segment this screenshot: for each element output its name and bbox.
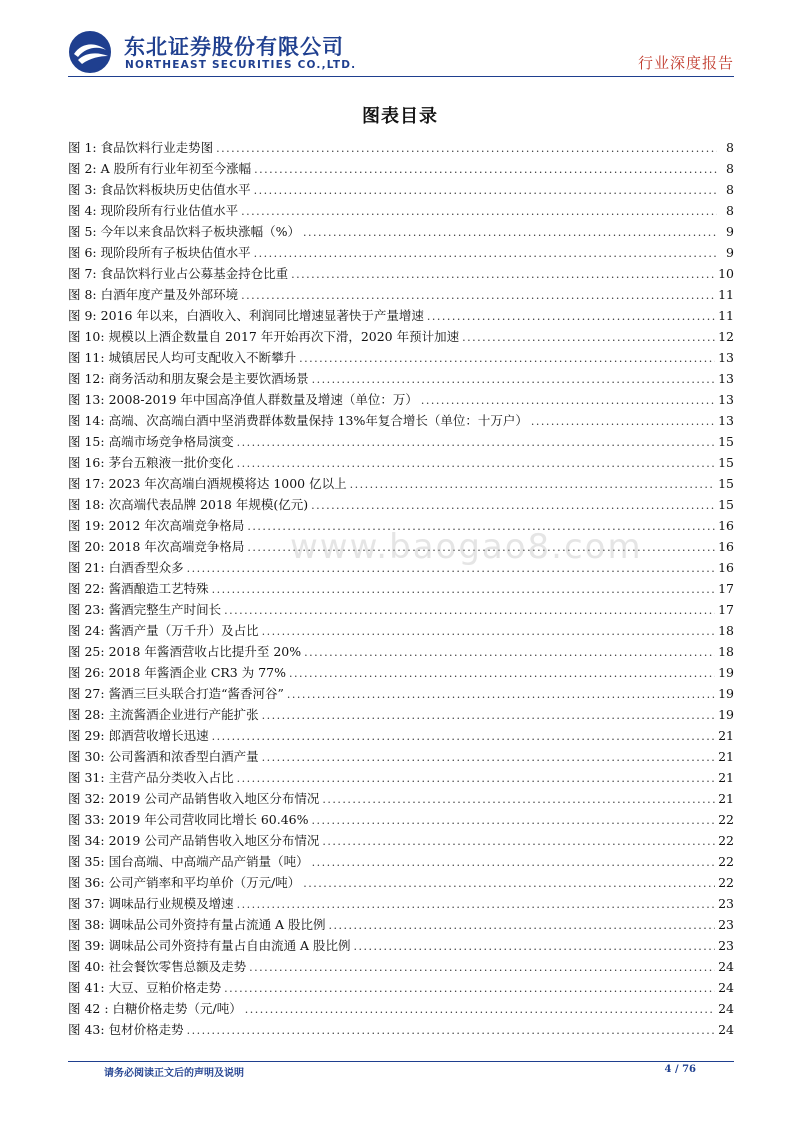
- toc-entry[interactable]: [68, 620, 734, 641]
- toc-entry[interactable]: [68, 872, 734, 893]
- toc-dot-leader: [304, 642, 715, 663]
- toc-dot-leader: [249, 957, 715, 978]
- toc-entry[interactable]: [68, 935, 734, 956]
- toc-entry-page: 9: [726, 224, 734, 239]
- toc-entry[interactable]: [68, 242, 734, 263]
- toc-entry[interactable]: [68, 410, 734, 431]
- footer-disclaimer: 请务必阅读正文后的声明及说明: [104, 1068, 244, 1079]
- toc-entry-page: 8: [726, 140, 734, 155]
- toc-entry-label: 图 22: 酱酒酿造工艺特殊: [68, 581, 209, 596]
- toc-entry-label: 图 33: 2019 年公司营收同比增长 60.46%: [68, 812, 309, 827]
- toc-dot-leader: [421, 390, 715, 411]
- toc-entry-page: 22: [718, 812, 734, 827]
- toc-entry-page: 23: [718, 917, 734, 932]
- toc-entry-page: 21: [718, 749, 734, 764]
- toc-entry-label: 图 9: 2016 年以来，白酒收入、利润同比增速显著快于产量增速: [68, 308, 424, 323]
- toc-entry-label: 图 16: 茅台五粮液一批价变化: [68, 455, 234, 470]
- toc-entry-label: 图 6: 现阶段所有子板块估值水平: [68, 245, 251, 260]
- toc-dot-leader: [241, 285, 715, 306]
- toc-entry-page: 17: [718, 602, 734, 617]
- toc-dot-leader: [254, 159, 717, 180]
- toc-entry-label: 图 37: 调味品行业规模及增速: [68, 896, 234, 911]
- toc-entry[interactable]: [68, 473, 734, 494]
- toc-entry-label: 图 21: 白酒香型众多: [68, 560, 184, 575]
- toc-entry[interactable]: [68, 746, 734, 767]
- toc-entry-label: 图 20: 2018 年次高端竞争格局: [68, 539, 245, 554]
- toc-entry-page: 11: [718, 287, 734, 302]
- toc-entry[interactable]: [68, 389, 734, 410]
- toc-entry[interactable]: [68, 515, 734, 536]
- toc-entry-label: 图 26: 2018 年酱酒企业 CR3 为 77%: [68, 665, 286, 680]
- toc-entry[interactable]: [68, 893, 734, 914]
- toc-entry[interactable]: [68, 662, 734, 683]
- toc-dot-leader: [303, 873, 715, 894]
- toc-entry[interactable]: [68, 704, 734, 725]
- toc-entry-page: 24: [718, 1001, 734, 1016]
- watermark: www.baogao8.com: [290, 527, 643, 567]
- toc-entry[interactable]: [68, 725, 734, 746]
- toc-entry-label: 图 1: 食品饮料行业走势图: [68, 140, 214, 155]
- toc-dot-leader: [289, 663, 715, 684]
- toc-dot-leader: [247, 537, 715, 558]
- toc-entry-page: 22: [718, 833, 734, 848]
- report-type: 行业深度报告: [637, 54, 734, 72]
- toc-entry-page: 15: [718, 434, 734, 449]
- page-title: 图表目录: [362, 106, 438, 127]
- toc-entry[interactable]: [68, 494, 734, 515]
- toc-entry-label: 图 29: 郎酒营收增长迅速: [68, 728, 209, 743]
- toc-entry-page: 19: [718, 686, 734, 701]
- toc-entry[interactable]: [68, 431, 734, 452]
- toc-entry-label: 图 35: 国台高端、中高端产品产销量（吨）: [68, 854, 309, 869]
- toc-dot-leader: [254, 180, 717, 201]
- toc-entry-page: 24: [718, 1022, 734, 1037]
- toc-dot-leader: [329, 915, 716, 936]
- toc-dot-leader: [245, 999, 715, 1020]
- toc-entry-label: 图 15: 高端市场竞争格局演变: [68, 434, 234, 449]
- toc-entry-page: 12: [718, 329, 734, 344]
- toc-entry[interactable]: [68, 200, 734, 221]
- toc-dot-leader: [427, 306, 715, 327]
- toc-dot-leader: [187, 558, 716, 579]
- toc-dot-leader: [322, 831, 715, 852]
- toc-entry-page: 16: [718, 560, 734, 575]
- toc-entry[interactable]: [68, 158, 734, 179]
- header-divider: [68, 76, 734, 77]
- toc-entry-label: 图 36: 公司产销率和平均单价（万元/吨）: [68, 875, 301, 890]
- toc-dot-leader: [303, 222, 717, 243]
- toc-entry-label: 图 14: 高端、次高端白酒中坚消费群体数量保持 13%年复合增长（单位：十万户）: [68, 413, 528, 428]
- toc-dot-leader: [262, 705, 716, 726]
- toc-entry-page: 22: [718, 875, 734, 890]
- toc-entry[interactable]: [68, 578, 734, 599]
- toc-dot-leader: [247, 516, 715, 537]
- toc-dot-leader: [287, 684, 715, 705]
- toc-entry-page: 13: [718, 350, 734, 365]
- toc-dot-leader: [216, 138, 717, 159]
- toc-entry[interactable]: [68, 347, 734, 368]
- toc-entry[interactable]: [68, 284, 734, 305]
- toc-dot-leader: [241, 201, 717, 222]
- toc-dot-leader: [237, 768, 716, 789]
- toc-dot-leader: [322, 789, 715, 810]
- toc-entry-page: 21: [718, 770, 734, 785]
- toc-entry-label: 图 2: A 股所有行业年初至今涨幅: [68, 161, 252, 176]
- toc-entry[interactable]: [68, 179, 734, 200]
- toc-entry-page: 8: [726, 182, 734, 197]
- toc-entry-page: 19: [718, 665, 734, 680]
- toc-entry-label: 图 32: 2019 公司产品销售收入地区分布情况: [68, 791, 320, 806]
- toc-entry-label: 图 34: 2019 公司产品销售收入地区分布情况: [68, 833, 320, 848]
- toc-entry[interactable]: [68, 137, 734, 158]
- toc-dot-leader: [311, 495, 715, 516]
- toc-entry-label: 图 8: 白酒年度产量及外部环境: [68, 287, 239, 302]
- company-name-en: NORTHEAST SECURITIES CO.,LTD.: [125, 59, 357, 71]
- toc-entry-label: 图 31: 主营产品分类收入占比: [68, 770, 234, 785]
- toc-dot-leader: [531, 411, 715, 432]
- toc-entry-label: 图 41: 大豆、豆粕价格走势: [68, 980, 222, 995]
- toc-dot-leader: [262, 747, 716, 768]
- toc-entry[interactable]: [68, 536, 734, 557]
- toc-entry-label: 图 11: 城镇居民人均可支配收入不断攀升: [68, 350, 297, 365]
- toc-dot-leader: [237, 453, 716, 474]
- toc-entry-page: 11: [718, 308, 734, 323]
- toc-entry[interactable]: [68, 851, 734, 872]
- toc-entry[interactable]: [68, 914, 734, 935]
- toc-entry-page: 8: [726, 203, 734, 218]
- toc-entry-page: 18: [718, 623, 734, 638]
- toc-dot-leader: [299, 348, 715, 369]
- toc-entry-page: 23: [718, 938, 734, 953]
- toc-entry-label: 图 7: 食品饮料行业占公募基金持仓比重: [68, 266, 289, 281]
- toc-entry-page: 21: [718, 728, 734, 743]
- toc-entry-page: 15: [718, 476, 734, 491]
- toc-entry[interactable]: [68, 305, 734, 326]
- toc-entry[interactable]: [68, 1019, 734, 1040]
- toc-entry-label: 图 28: 主流酱酒企业进行产能扩张: [68, 707, 259, 722]
- toc-entry-page: 24: [718, 980, 734, 995]
- toc-entry-label: 图 12: 商务活动和朋友聚会是主要饮酒场景: [68, 371, 309, 386]
- toc-entry[interactable]: [68, 809, 734, 830]
- toc-entry-page: 8: [726, 161, 734, 176]
- toc-dot-leader: [350, 474, 715, 495]
- toc-entry-page: 22: [718, 854, 734, 869]
- toc-entry-label: 图 4: 现阶段所有行业估值水平: [68, 203, 239, 218]
- toc-entry-label: 图 10: 规模以上酒企数量自 2017 年开始再次下滑，2020 年预计加速: [68, 329, 460, 344]
- figure-toc-list: [68, 137, 734, 1040]
- toc-entry[interactable]: [68, 599, 734, 620]
- toc-entry-label: 图 19: 2012 年次高端竞争格局: [68, 518, 245, 533]
- toc-entry-label: 图 13: 2008-2019 年中国高净值人群数量及增速（单位：万）: [68, 392, 418, 407]
- toc-dot-leader: [312, 810, 716, 831]
- toc-entry[interactable]: [68, 956, 734, 977]
- toc-dot-leader: [312, 369, 716, 390]
- toc-dot-leader: [224, 600, 715, 621]
- toc-dot-leader: [237, 432, 716, 453]
- toc-entry-page: 18: [718, 644, 734, 659]
- toc-entry-page: 9: [726, 245, 734, 260]
- footer-divider: [68, 1061, 734, 1062]
- toc-entry-label: 图 43: 包材价格走势: [68, 1022, 184, 1037]
- toc-entry[interactable]: [68, 767, 734, 788]
- toc-entry[interactable]: [68, 998, 734, 1019]
- toc-entry-page: 17: [718, 581, 734, 596]
- toc-entry-page: 16: [718, 539, 734, 554]
- toc-entry-page: 13: [718, 371, 734, 386]
- toc-entry-label: 图 23: 酱酒完整生产时间长: [68, 602, 222, 617]
- toc-entry[interactable]: [68, 557, 734, 578]
- toc-entry[interactable]: [68, 641, 734, 662]
- company-name-cn: 东北证券股份有限公司: [124, 35, 344, 59]
- toc-entry[interactable]: [68, 263, 734, 284]
- toc-entry-label: 图 5: 今年以来食品饮料子板块涨幅（%）: [68, 224, 300, 239]
- toc-dot-leader: [354, 936, 716, 957]
- toc-entry[interactable]: [68, 452, 734, 473]
- toc-entry-page: 10: [718, 266, 734, 281]
- toc-entry-label: 图 18: 次高端代表品牌 2018 年规模(亿元): [68, 497, 309, 512]
- toc-entry-page: 21: [718, 791, 734, 806]
- toc-entry-page: 15: [718, 455, 734, 470]
- page-header: [68, 30, 734, 74]
- toc-dot-leader: [312, 852, 716, 873]
- toc-entry-label: 图 30: 公司酱酒和浓香型白酒产量: [68, 749, 259, 764]
- toc-dot-leader: [291, 264, 715, 285]
- toc-entry-label: 图 25: 2018 年酱酒营收占比提升至 20%: [68, 644, 302, 659]
- toc-entry-label: 图 27: 酱酒三巨头联合打造“酱香河谷”: [68, 686, 284, 701]
- toc-entry-page: 24: [718, 959, 734, 974]
- toc-entry-label: 图 3: 食品饮料板块历史估值水平: [68, 182, 251, 197]
- toc-dot-leader: [254, 243, 717, 264]
- company-logo-icon: [68, 30, 116, 74]
- toc-entry[interactable]: [68, 221, 734, 242]
- page-number: 4 / 76: [664, 1064, 696, 1075]
- toc-dot-leader: [224, 978, 715, 999]
- toc-dot-leader: [212, 726, 716, 747]
- toc-entry-page: 13: [718, 413, 734, 428]
- toc-dot-leader: [462, 327, 715, 348]
- toc-entry-page: 15: [718, 497, 734, 512]
- toc-entry-label: 图 42 : 白糖价格走势（元/吨）: [68, 1001, 242, 1016]
- toc-entry-label: 图 17: 2023 年次高端白酒规模将达 1000 亿以上: [68, 476, 347, 491]
- toc-entry[interactable]: [68, 326, 734, 347]
- toc-entry-label: 图 38: 调味品公司外资持有量占流通 A 股比例: [68, 917, 326, 932]
- toc-entry[interactable]: [68, 683, 734, 704]
- toc-entry[interactable]: [68, 830, 734, 851]
- toc-entry[interactable]: [68, 977, 734, 998]
- toc-entry[interactable]: [68, 788, 734, 809]
- toc-entry-page: 16: [718, 518, 734, 533]
- toc-dot-leader: [187, 1020, 716, 1041]
- toc-dot-leader: [262, 621, 716, 642]
- toc-entry-page: 13: [718, 392, 734, 407]
- toc-entry-label: 图 40: 社会餐饮零售总额及走势: [68, 959, 247, 974]
- toc-entry-label: 图 39: 调味品公司外资持有量占自由流通 A 股比例: [68, 938, 351, 953]
- toc-entry-page: 19: [718, 707, 734, 722]
- toc-entry-label: 图 24: 酱酒产量（万千升）及占比: [68, 623, 259, 638]
- toc-dot-leader: [237, 894, 716, 915]
- toc-entry-page: 23: [718, 896, 734, 911]
- toc-entry[interactable]: [68, 368, 734, 389]
- toc-dot-leader: [212, 579, 716, 600]
